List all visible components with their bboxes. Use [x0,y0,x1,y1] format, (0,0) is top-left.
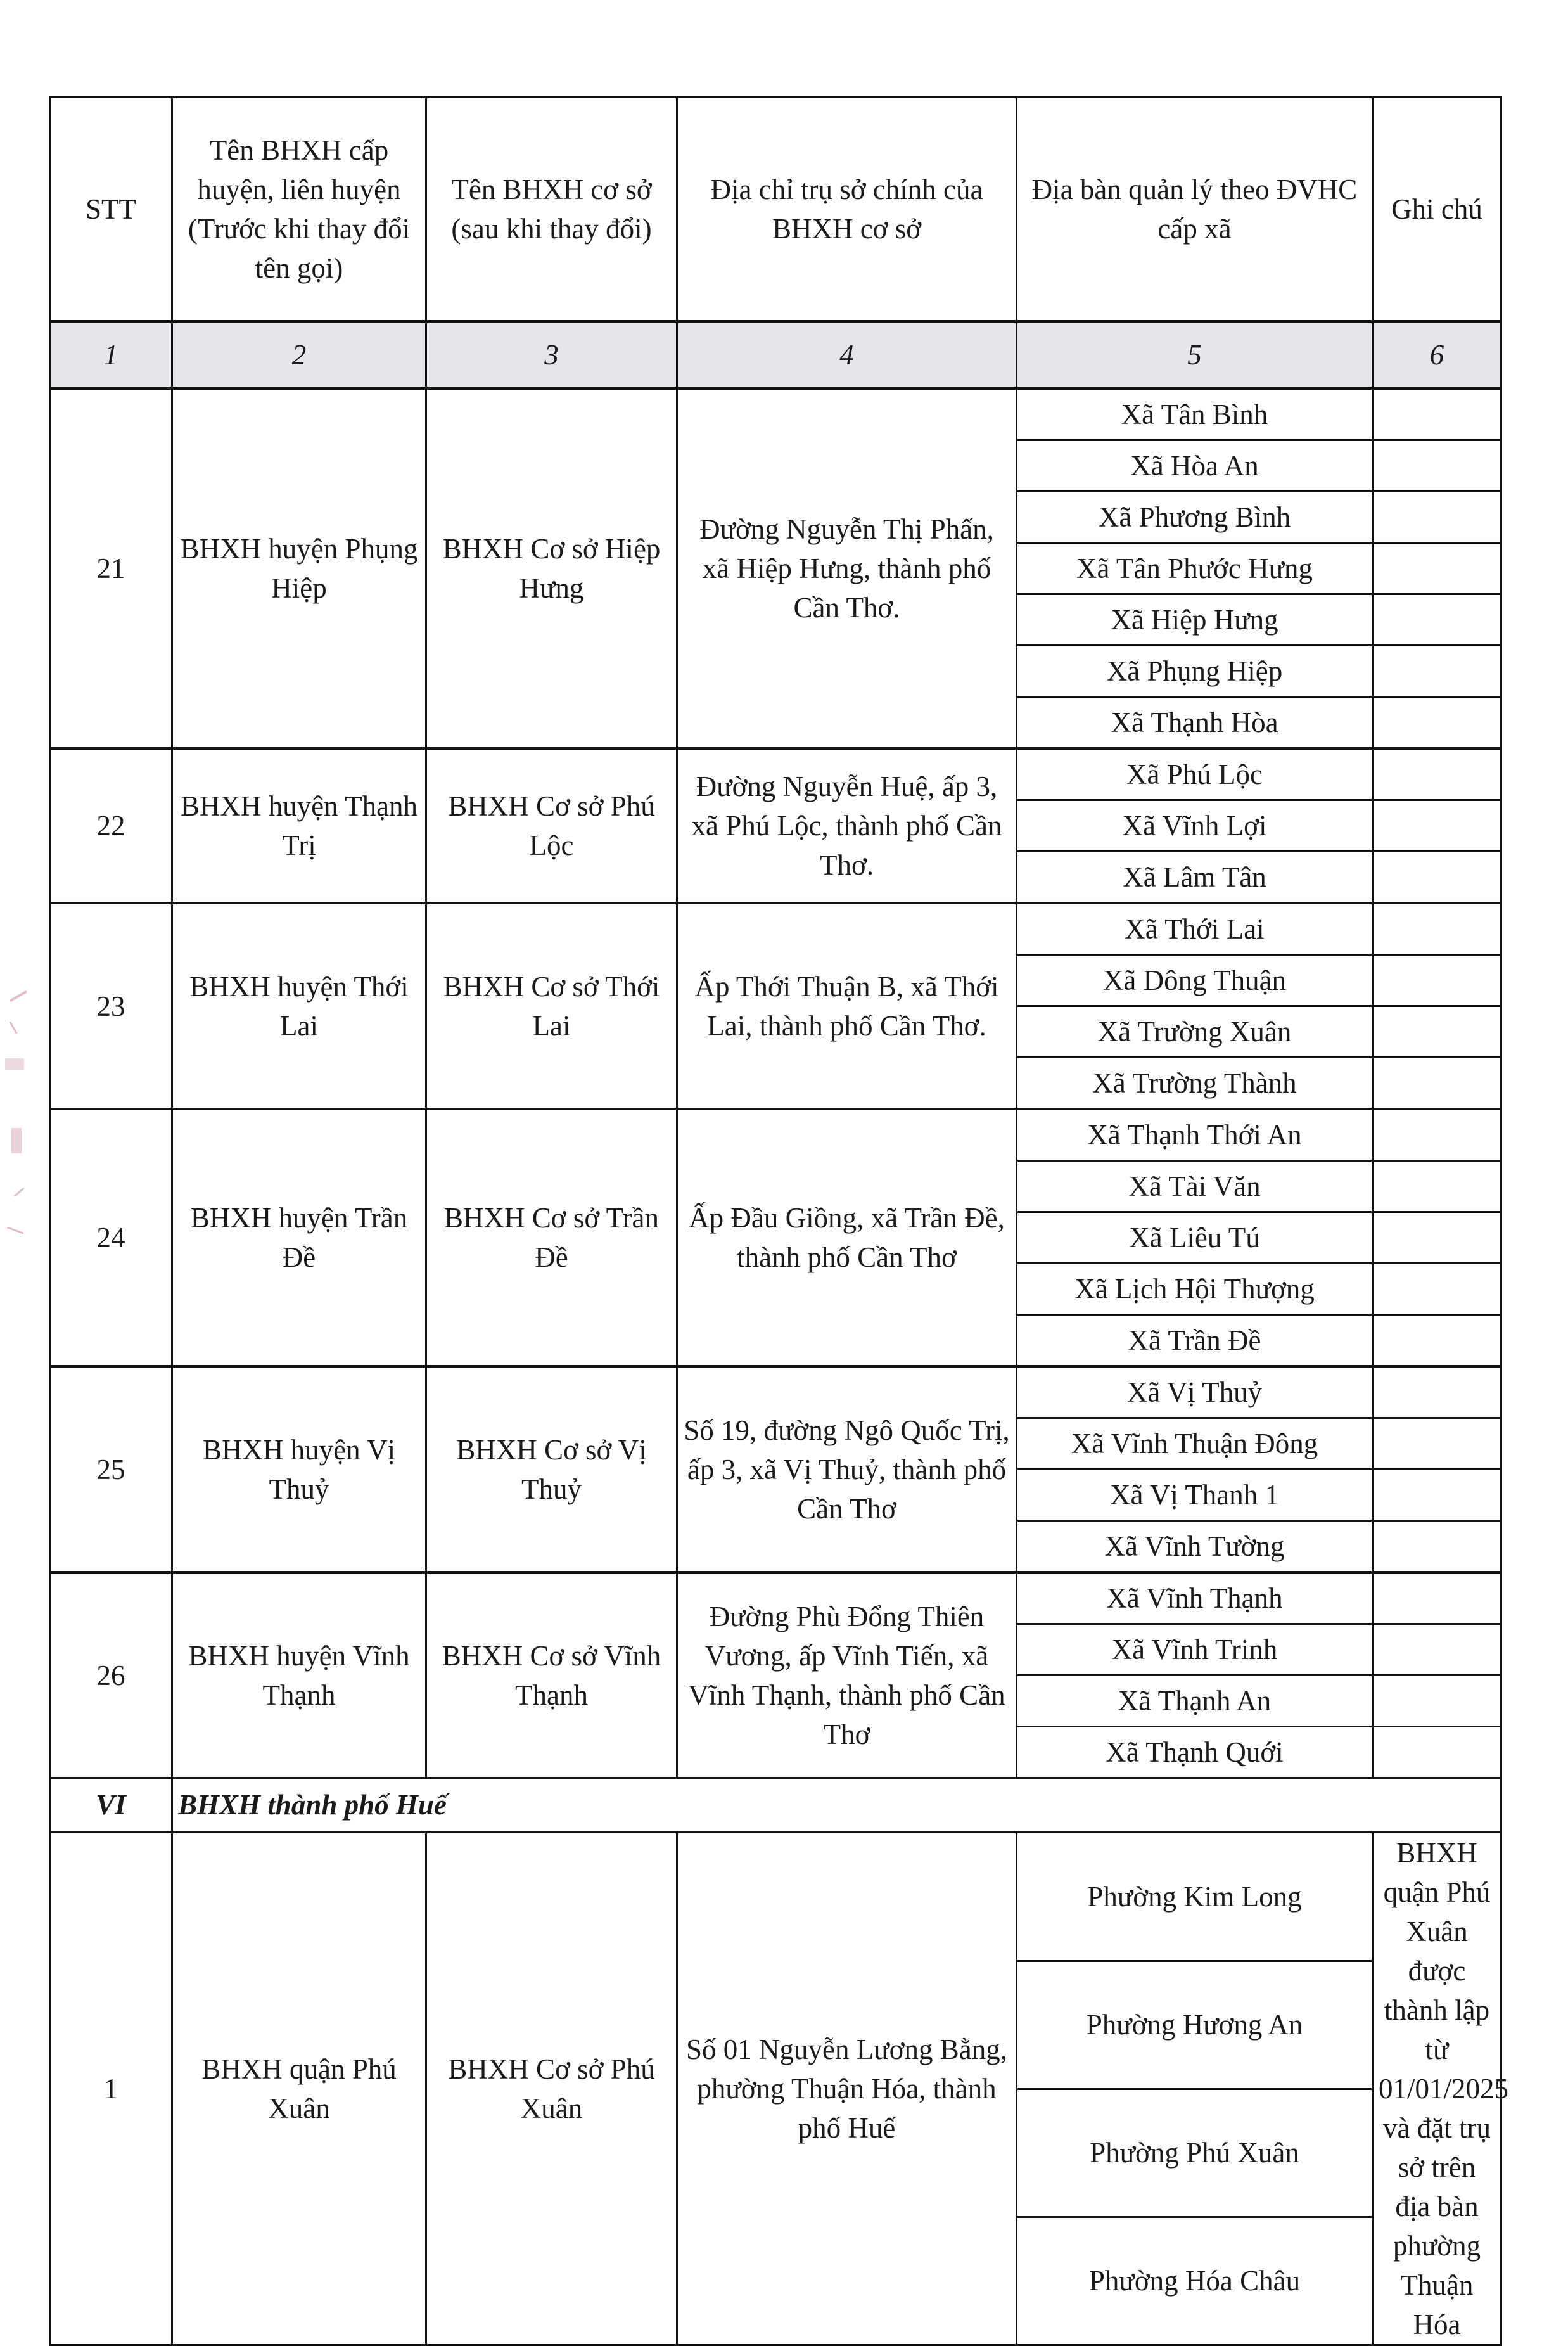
new-name-cell: BHXH Cơ sở Phú Lộc [426,748,677,903]
commune-cell: Xã Vĩnh Lợi [1017,800,1373,852]
red-stamp-fragment [0,976,38,1242]
stt-cell: 23 [50,903,172,1109]
column-number: 1 [50,322,172,388]
commune-cell: Xã Vị Thuỷ [1017,1366,1373,1418]
old-name-cell: BHXH huyện Phụng Hiệp [172,388,426,749]
commune-cell: Xã Trường Xuân [1017,1006,1373,1058]
note-cell [1373,1521,1501,1573]
note-cell [1373,1676,1501,1727]
commune-cell: Xã Tân Phước Hưng [1017,543,1373,594]
commune-cell: Xã Tài Văn [1017,1161,1373,1212]
commune-cell: Xã Vĩnh Thuận Đông [1017,1418,1373,1470]
commune-cell: Xã Vĩnh Trinh [1017,1624,1373,1676]
commune-cell: Xã Thạnh An [1017,1676,1373,1727]
stt-cell: 24 [50,1109,172,1366]
commune-cell: Xã Trường Thành [1017,1058,1373,1110]
commune-cell: Xã Hiệp Hưng [1017,594,1373,646]
note-cell [1373,543,1501,594]
note-cell [1373,492,1501,543]
note-cell [1373,1624,1501,1676]
commune-cell: Xã Dông Thuận [1017,955,1373,1006]
commune-cell: Xã Hòa An [1017,440,1373,492]
new-name-cell: BHXH Cơ sở Vị Thuỷ [426,1366,677,1572]
old-name-cell: BHXH quận Phú Xuân [172,1832,426,2345]
table-row [50,1366,1501,1418]
note-cell [1373,594,1501,646]
header-stt: STT [50,98,172,322]
section-number: VI [50,1778,172,1833]
new-name-cell: BHXH Cơ sở Thới Lai [426,903,677,1109]
commune-cell: Xã Tân Bình [1017,388,1373,440]
note-cell [1373,1161,1501,1212]
old-name-cell: BHXH huyện Vị Thuỷ [172,1366,426,1572]
old-name-cell: BHXH huyện Thới Lai [172,903,426,1109]
commune-cell: Xã Thạnh Quới [1017,1727,1373,1778]
note-cell: BHXH quận Phú Xuân được thành lập từ 01/01/2025 và đặt trụ sở trên địa bàn phường Thuận Hóa [1373,1832,1501,2345]
commune-cell: Phường Hương An [1017,1961,1373,2089]
header-old-name-title: Tên BHXH cấp huyện, liên huyện [197,134,401,205]
commune-cell: Xã Vĩnh Tường [1017,1521,1373,1573]
note-cell [1373,697,1501,749]
address-cell: Đường Nguyễn Huệ, ấp 3, xã Phú Lộc, thành phố Cần Thơ. [677,748,1017,903]
note-cell [1373,852,1501,904]
commune-cell: Xã Phụng Hiệp [1017,646,1373,697]
commune-cell: Phường Kim Long [1017,1832,1373,1961]
header-new-name-title: Tên BHXH cơ sở [451,174,652,205]
commune-cell: Xã Trần Đề [1017,1315,1373,1367]
note-cell [1373,388,1501,440]
stt-cell: 22 [50,748,172,903]
old-name-cell: BHXH huyện Trần Đề [172,1109,426,1366]
note-cell [1373,1418,1501,1470]
column-number: 2 [172,322,426,388]
note-cell [1373,1006,1501,1058]
note-cell [1373,1264,1501,1315]
address-cell: Ấp Đầu Giồng, xã Trần Đề, thành phố Cần Thơ [677,1109,1017,1366]
commune-cell: Phường Phú Xuân [1017,2089,1373,2217]
commune-cell: Xã Liêu Tú [1017,1212,1373,1264]
new-name-cell: BHXH Cơ sở Phú Xuân [426,1832,677,2345]
commune-cell: Xã Phương Bình [1017,492,1373,543]
note-cell [1373,1366,1501,1418]
commune-cell: Xã Lịch Hội Thượng [1017,1264,1373,1315]
note-cell [1373,1058,1501,1110]
table-row [50,903,1501,955]
note-cell [1373,800,1501,852]
address-cell: Đường Nguyễn Thị Phấn, xã Hiệp Hưng, thành phố Cần Thơ. [677,388,1017,749]
header-row [50,98,1501,322]
stt-cell: 1 [50,1832,172,2345]
stt-cell: 25 [50,1366,172,1572]
header-old-name-sub: (Trước khi thay đổi tên gọi) [188,213,411,284]
column-number-row [50,322,1501,388]
header-old-name [172,98,426,322]
table-row [50,748,1501,800]
header-new-name [426,98,677,322]
note-cell [1373,646,1501,697]
header-address: Địa chỉ trụ sở chính của BHXH cơ sở [677,98,1017,322]
old-name-cell: BHXH huyện Thạnh Trị [172,748,426,903]
note-cell [1373,1109,1501,1161]
column-number: 4 [677,322,1017,388]
note-cell [1373,1315,1501,1367]
commune-cell: Xã Phú Lộc [1017,748,1373,800]
table-row [50,1109,1501,1161]
note-cell [1373,748,1501,800]
note-cell [1373,1212,1501,1264]
table-row [50,1832,1501,1961]
commune-cell: Phường Hóa Châu [1017,2217,1373,2345]
note-cell [1373,1572,1501,1624]
address-cell: Số 19, đường Ngô Quốc Trị, ấp 3, xã Vị Thuỷ, thành phố Cần Thơ [677,1366,1017,1572]
commune-cell: Xã Vĩnh Thạnh [1017,1572,1373,1624]
address-cell: Đường Phù Đổng Thiên Vương, ấp Vĩnh Tiến, xã Vĩnh Thạnh, thành phố Cần Thơ [677,1572,1017,1778]
address-cell: Ấp Thới Thuận B, xã Thới Lai, thành phố Cần Thơ. [677,903,1017,1109]
note-cell [1373,955,1501,1006]
column-number: 3 [426,322,677,388]
header-note: Ghi chú [1373,98,1501,322]
bhxh-office-table [49,96,1509,2346]
note-cell [1373,903,1501,955]
header-communes: Địa bàn quản lý theo ĐVHC cấp xã [1017,98,1373,322]
header-new-name-sub: (sau khi thay đổi) [451,213,652,245]
new-name-cell: BHXH Cơ sở Hiệp Hưng [426,388,677,749]
column-number: 6 [1373,322,1501,388]
column-number: 5 [1017,322,1373,388]
table-row [50,388,1501,440]
address-cell: Số 01 Nguyễn Lương Bằng, phường Thuận Hóa, thành phố Huế [677,1832,1017,2345]
note-cell [1373,1727,1501,1778]
note-cell [1373,440,1501,492]
new-name-cell: BHXH Cơ sở Trần Đề [426,1109,677,1366]
commune-cell: Xã Vị Thanh 1 [1017,1470,1373,1521]
stt-cell: 21 [50,388,172,749]
commune-cell: Xã Lâm Tân [1017,852,1373,904]
section-row [50,1778,1501,1833]
commune-cell: Xã Thới Lai [1017,903,1373,955]
table-row [50,1572,1501,1624]
old-name-cell: BHXH huyện Vĩnh Thạnh [172,1572,426,1778]
section-title: BHXH thành phố Huế [172,1778,1501,1833]
commune-cell: Xã Thạnh Thới An [1017,1109,1373,1161]
commune-cell: Xã Thạnh Hòa [1017,697,1373,749]
stt-cell: 26 [50,1572,172,1778]
note-cell [1373,1470,1501,1521]
new-name-cell: BHXH Cơ sở Vĩnh Thạnh [426,1572,677,1778]
